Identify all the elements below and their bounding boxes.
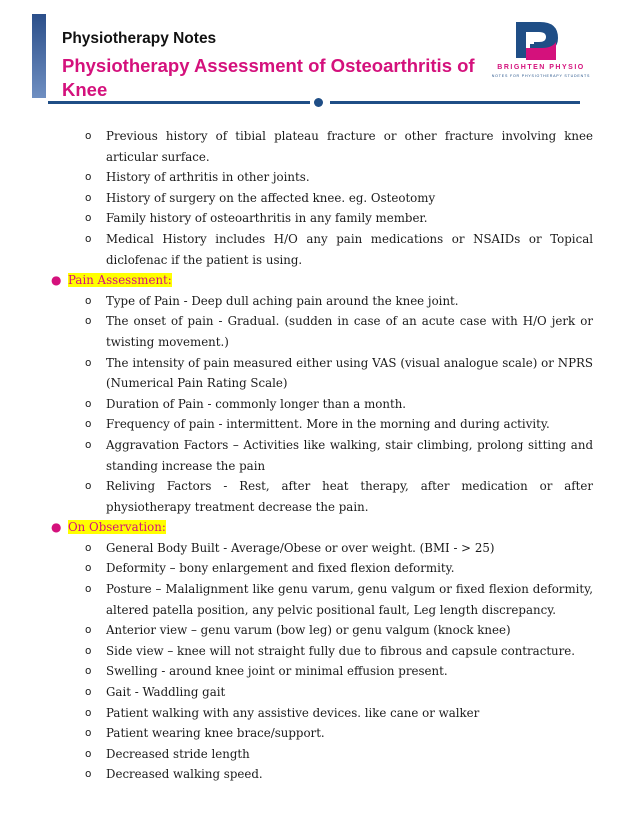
list-item: o History of surgery on the affected knee. eg. Osteotomy (85, 188, 593, 209)
list-item: o Previous history of tibial plateau fracture or other fracture involving knee articular surface. (85, 126, 593, 167)
list-item: o Patient wearing knee brace/support. (85, 723, 593, 744)
section-heading: Pain Assessment: (68, 273, 172, 288)
brighten-physio-logo-icon (512, 18, 568, 62)
list-item: o General Body Built - Average/Obese or over weight. (BMI - > 25) (85, 538, 593, 559)
pain-assessment-list (48, 291, 593, 518)
section-bullet-icon: ● (51, 273, 62, 288)
list-item: o Patient walking with any assistive devices. like cane or walker (85, 703, 593, 724)
section-bullet-icon: ● (51, 520, 62, 535)
page-header (0, 0, 638, 110)
list-item: o Decreased walking speed. (85, 764, 593, 785)
list-item: o Gait - Waddling gait (85, 682, 593, 703)
list-item: o Side view – knee will not straight fully due to fibrous and capsule contracture. (85, 641, 593, 662)
list-item: o Decreased stride length (85, 744, 593, 765)
list-item: o Duration of Pain - commonly longer than a month. (85, 394, 593, 415)
header-accent-bar (32, 14, 46, 98)
sections-list (48, 270, 593, 291)
header-divider-left (48, 101, 310, 104)
list-item: o Medical History includes H/O any pain medications or NSAIDs or Topical diclofenac if the patient is using. (85, 229, 593, 270)
list-item: o Type of Pain - Deep dull aching pain around the knee joint. (85, 291, 593, 312)
series-title: Physiotherapy Notes (62, 30, 217, 47)
list-item: o The onset of pain - Gradual. (sudden in case of an acute case with H/O jerk or twisting movement.) (85, 311, 593, 352)
section-pain-assessment (48, 270, 593, 291)
list-item: o Frequency of pain - intermittent. More in the morning and during activity. (85, 414, 593, 435)
header-divider-right (330, 101, 580, 104)
list-item: o Aggravation Factors – Activities like walking, stair climbing, prolong sitting and standing increase the pain (85, 435, 593, 476)
brand-logo (486, 18, 596, 88)
list-item: o Deformity – bony enlargement and fixed flexion deformity. (85, 558, 593, 579)
sections-list-2 (48, 517, 593, 538)
list-item: o Family history of osteoarthritis in any family member. (85, 208, 593, 229)
list-item: o The intensity of pain measured either using VAS (visual analogue scale) or NPRS (Numerical Pain Rating Scale) (85, 353, 593, 394)
history-list (48, 126, 593, 270)
list-item: o History of arthritis in other joints. (85, 167, 593, 188)
document-title: Physiotherapy Assessment of Osteoarthritis of Knee (62, 55, 475, 100)
list-item: o Reliving Factors - Rest, after heat therapy, after medication or after physiotherapy treatment decrease the pain. (85, 476, 593, 517)
notes-content (48, 126, 593, 785)
section-on-observation (48, 517, 593, 538)
section-heading: On Observation: (68, 520, 166, 535)
logo-name: BRIGHTEN PHYSIO (497, 64, 585, 71)
list-item: o Swelling - around knee joint or minimal effusion present. (85, 661, 593, 682)
list-item: o Anterior view – genu varum (bow leg) or genu valgum (knock knee) (85, 620, 593, 641)
header-divider-dot (314, 98, 323, 107)
logo-tagline: NOTES FOR PHYSIOTHERAPY STUDENTS (491, 74, 591, 78)
observation-list (48, 538, 593, 785)
list-item: o Posture – Malalignment like genu varum, genu valgum or fixed flexion deformity, altered patella position, any pelvic positional fault, Leg length discrepancy. (85, 579, 593, 620)
